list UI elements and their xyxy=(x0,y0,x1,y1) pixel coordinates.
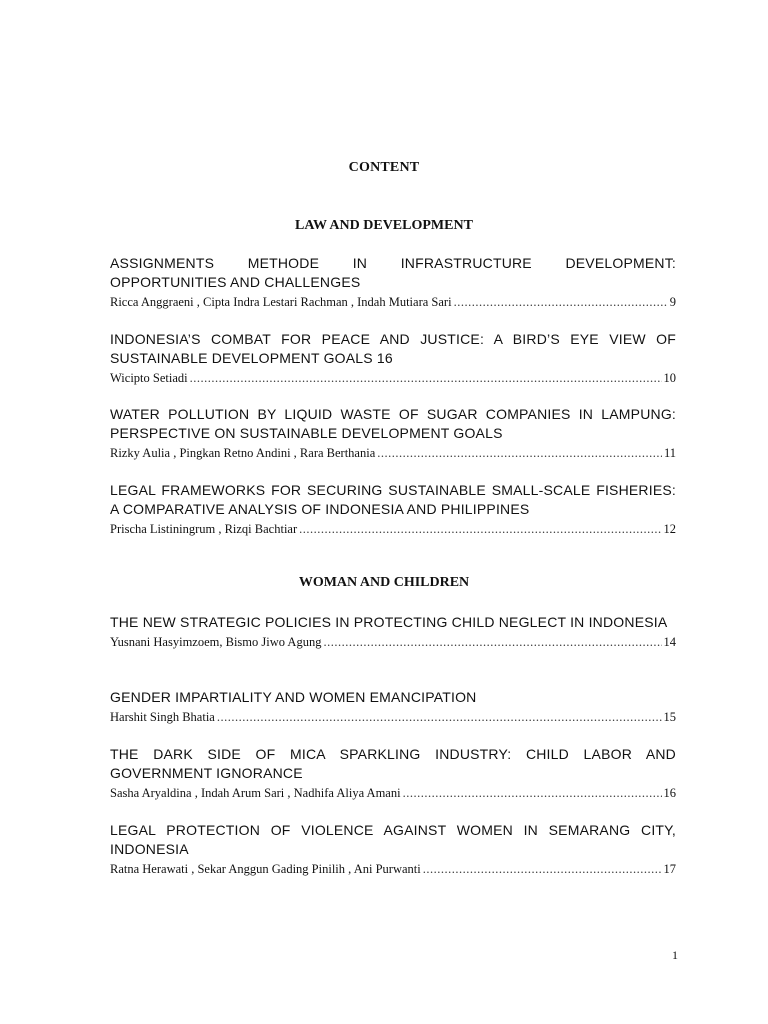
entry-page-number: 14 xyxy=(663,635,676,649)
toc-entry[interactable] xyxy=(110,688,676,726)
toc-entry[interactable] xyxy=(110,481,676,538)
dot-leader xyxy=(217,708,662,726)
entry-title: WATER POLLUTION BY LIQUID WASTE OF SUGAR COMPANIES IN LAMPUNG: PERSPECTIVE ON SUSTAINABLE DEVELOPMENT GOALS xyxy=(110,406,676,441)
entry-page-number: 17 xyxy=(663,862,676,876)
entry-authors: Prischa Listiningrum , Rizqi Bachtiar xyxy=(110,522,298,536)
entry-line xyxy=(110,708,676,726)
toc-entry[interactable] xyxy=(110,254,676,311)
entry-title: ASSIGNMENTS METHODE IN INFRASTRUCTURE DEVELOPMENT: OPPORTUNITIES AND CHALLENGES xyxy=(110,255,676,290)
page-number: 1 xyxy=(672,948,678,962)
entry-line xyxy=(110,293,676,311)
toc-entry[interactable] xyxy=(110,405,676,462)
entry-authors: Ratna Herawati , Sekar Anggun Gading Pinilih , Ani Purwanti xyxy=(110,862,421,876)
entry-authors: Yusnani Hasyimzoem, Bismo Jiwo Agung xyxy=(110,635,322,649)
entry-line xyxy=(110,784,676,802)
dot-leader xyxy=(423,860,662,878)
toc-entry[interactable] xyxy=(110,330,676,387)
entry-page-number: 11 xyxy=(663,446,676,460)
section-heading-woman-and-children: WOMAN AND CHILDREN xyxy=(298,575,470,590)
dot-leader xyxy=(454,293,668,311)
entry-page-number: 10 xyxy=(663,371,676,385)
entry-page-number: 9 xyxy=(669,295,676,309)
dot-leader xyxy=(190,369,662,387)
entry-authors: Ricca Anggraeni , Cipta Indra Lestari Rachman , Indah Mutiara Sari xyxy=(110,295,452,309)
entry-authors: Wicipto Setiadi xyxy=(110,371,188,385)
entry-line xyxy=(110,520,676,538)
entry-authors: Sasha Aryaldina , Indah Arum Sari , Nadhifa Aliya Amani xyxy=(110,786,401,800)
entry-line xyxy=(110,860,676,878)
toc-entry[interactable] xyxy=(110,821,676,878)
entry-title: LEGAL PROTECTION OF VIOLENCE AGAINST WOMEN IN SEMARANG CITY, INDONESIA xyxy=(110,822,676,857)
entry-authors: Harshit Singh Bhatia xyxy=(110,710,215,724)
entry-title: THE NEW STRATEGIC POLICIES IN PROTECTING CHILD NEGLECT IN INDONESIA xyxy=(110,614,668,630)
entry-line xyxy=(110,633,676,651)
dot-leader xyxy=(323,633,661,651)
entry-title: LEGAL FRAMEWORKS FOR SECURING SUSTAINABLE SMALL-SCALE FISHERIES: A COMPARATIVE ANALYSIS OF INDONESIA AND PHILIPPINES xyxy=(110,482,676,517)
dot-leader xyxy=(299,520,661,538)
entry-page-number: 16 xyxy=(663,786,676,800)
section-heading-law-and-development: LAW AND DEVELOPMENT xyxy=(295,218,473,233)
entry-title: GENDER IMPARTIALITY AND WOMEN EMANCIPATION xyxy=(110,689,477,705)
entry-page-number: 12 xyxy=(663,522,676,536)
toc-entry[interactable] xyxy=(110,613,676,651)
toc-entry[interactable] xyxy=(110,745,676,802)
entry-title: THE DARK SIDE OF MICA SPARKLING INDUSTRY: CHILD LABOR AND GOVERNMENT IGNORANCE xyxy=(110,746,676,781)
entry-line xyxy=(110,444,676,462)
entry-line xyxy=(110,369,676,387)
page-title: CONTENT xyxy=(348,160,420,175)
entry-authors: Rizky Aulia , Pingkan Retno Andini , Rara Berthania xyxy=(110,446,376,460)
entry-title: INDONESIA’S COMBAT FOR PEACE AND JUSTICE: A BIRD’S EYE VIEW OF SUSTAINABLE DEVELOPMENT GOALS 16 xyxy=(110,331,676,366)
dot-leader xyxy=(377,444,662,462)
dot-leader xyxy=(403,784,662,802)
entry-page-number: 15 xyxy=(663,710,676,724)
